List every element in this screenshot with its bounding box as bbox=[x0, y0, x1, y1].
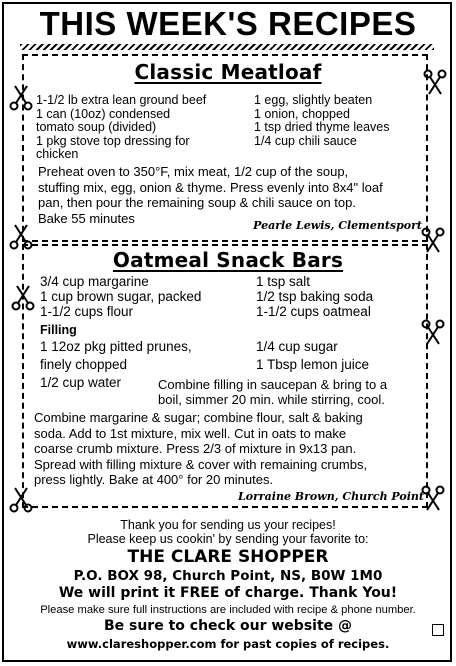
scissors-icon bbox=[9, 487, 33, 513]
ingredient-item: 1 Tbsp lemon juice bbox=[256, 357, 370, 372]
ingredient-item: tomato soup (divided) bbox=[36, 120, 157, 134]
ingredient-item: 1 onion, chopped bbox=[254, 106, 350, 121]
direction-line: Combine filling in saucepan & bring to a bbox=[158, 377, 388, 392]
ingredient-item: finely chopped bbox=[40, 357, 128, 372]
ingredient-item: 1 cup brown sugar, packed bbox=[40, 289, 202, 304]
direction-line: Preheat oven to 350°F, mix meat, 1/2 cup of the soup, bbox=[38, 164, 349, 179]
ingredient-item: chicken bbox=[36, 147, 79, 161]
checkbox-icon bbox=[432, 624, 444, 636]
page-title: THIS WEEK'S RECIPES bbox=[39, 5, 417, 42]
ingredient-item: 1/2 cup water bbox=[40, 375, 122, 390]
ingredient-item: 1-1/2 cups flour bbox=[40, 304, 134, 319]
recipe-title-snack-bars: Oatmeal Snack Bars bbox=[112, 248, 344, 272]
footer-website-prompt: Be sure to check our website @ bbox=[103, 618, 353, 634]
scissors-icon bbox=[421, 485, 445, 511]
ingredient-item: 1 can (10oz) condensed bbox=[36, 106, 171, 121]
direction-line: stuffing mix, egg, onion & thyme. Press evenly into 8x4" loaf bbox=[38, 179, 383, 195]
ingredient-item: 1/2 tsp baking soda bbox=[256, 289, 374, 304]
filling-list-right bbox=[256, 339, 369, 372]
recipe-directions-meatloaf bbox=[38, 164, 428, 226]
scissors-icon bbox=[421, 319, 445, 345]
scissors-icon bbox=[421, 227, 445, 253]
footer-free-print: We will print it FREE of charge. Thank You! bbox=[58, 585, 398, 601]
footer-publication-name: THE CLARE SHOPPER bbox=[127, 547, 329, 567]
direction-line: Combine margarine & sugar; combine flour, salt & baking bbox=[34, 410, 363, 425]
scissors-icon bbox=[9, 224, 33, 250]
ingredient-item: 1 12oz pkg pitted prunes, bbox=[40, 339, 192, 354]
ingredient-item: 3/4 cup margarine bbox=[40, 274, 149, 289]
recipe-credit-meatloaf: Pearle Lewis, Clementsport bbox=[253, 219, 422, 232]
direction-line: boil, simmer 20 min. while stirring, cool. bbox=[158, 392, 385, 407]
ingredient-item: 1 tsp dried thyme leaves bbox=[254, 120, 390, 134]
footer-instructions: Please make sure full instructions are included with recipe & phone number. bbox=[40, 604, 416, 616]
ingredient-list-right bbox=[254, 94, 390, 148]
direction-line: coarse crumb mixture. Press 2/3 of mixture in 9x13 pan. bbox=[34, 441, 357, 456]
scissors-icon bbox=[9, 85, 33, 111]
filling-directions bbox=[158, 377, 387, 407]
ingredient-item: 1 tsp salt bbox=[256, 274, 311, 289]
ingredient-item: 1-1/2 cups oatmeal bbox=[256, 304, 371, 319]
ingredient-list-left bbox=[36, 94, 206, 162]
recipe-directions-snack-bars bbox=[34, 410, 430, 488]
footer-website-link[interactable]: www.clareshopper.com for past copies of recipes. bbox=[66, 637, 390, 651]
footer-please: Please keep us cookin' by sending your favorite to: bbox=[87, 532, 369, 546]
direction-line: Bake 55 minutes bbox=[38, 210, 135, 226]
ingredient-item: 1 egg, slightly beaten bbox=[254, 93, 373, 107]
direction-line: Spread with filling mixture & cover with remaining crumbs, bbox=[34, 456, 368, 472]
direction-line: soda. Add to 1st mixture, mix well. Cut in oats to make bbox=[34, 425, 347, 441]
ingredient-item: 1-1/2 lb extra lean ground beef bbox=[36, 93, 207, 107]
scissors-icon bbox=[11, 285, 35, 311]
footer-thanks: Thank you for sending us your recipes! bbox=[120, 518, 336, 532]
direction-line: pan, then pour the remaining soup & chili sauce on top. bbox=[38, 195, 356, 210]
ingredient-item: 1 pkg stove top dressing for bbox=[36, 133, 190, 148]
ingredient-item: 1/4 cup sugar bbox=[256, 339, 338, 354]
recipe-credit-snack-bars: Lorraine Brown, Church Point bbox=[238, 490, 424, 503]
ingredient-item: 1/4 cup chili sauce bbox=[254, 133, 357, 148]
decorative-hatch-border bbox=[20, 44, 434, 50]
recipe-title-meatloaf: Classic Meatloaf bbox=[134, 60, 322, 84]
ingredient-list-right bbox=[256, 274, 373, 319]
scissors-icon bbox=[423, 69, 447, 95]
footer-address: P.O. BOX 98, Church Point, NS, B0W 1M0 bbox=[73, 568, 383, 584]
filling-label: Filling bbox=[40, 323, 77, 337]
direction-line: press lightly. Bake at 400° for 20 minutes. bbox=[34, 472, 274, 487]
ingredient-list-left bbox=[40, 274, 201, 319]
